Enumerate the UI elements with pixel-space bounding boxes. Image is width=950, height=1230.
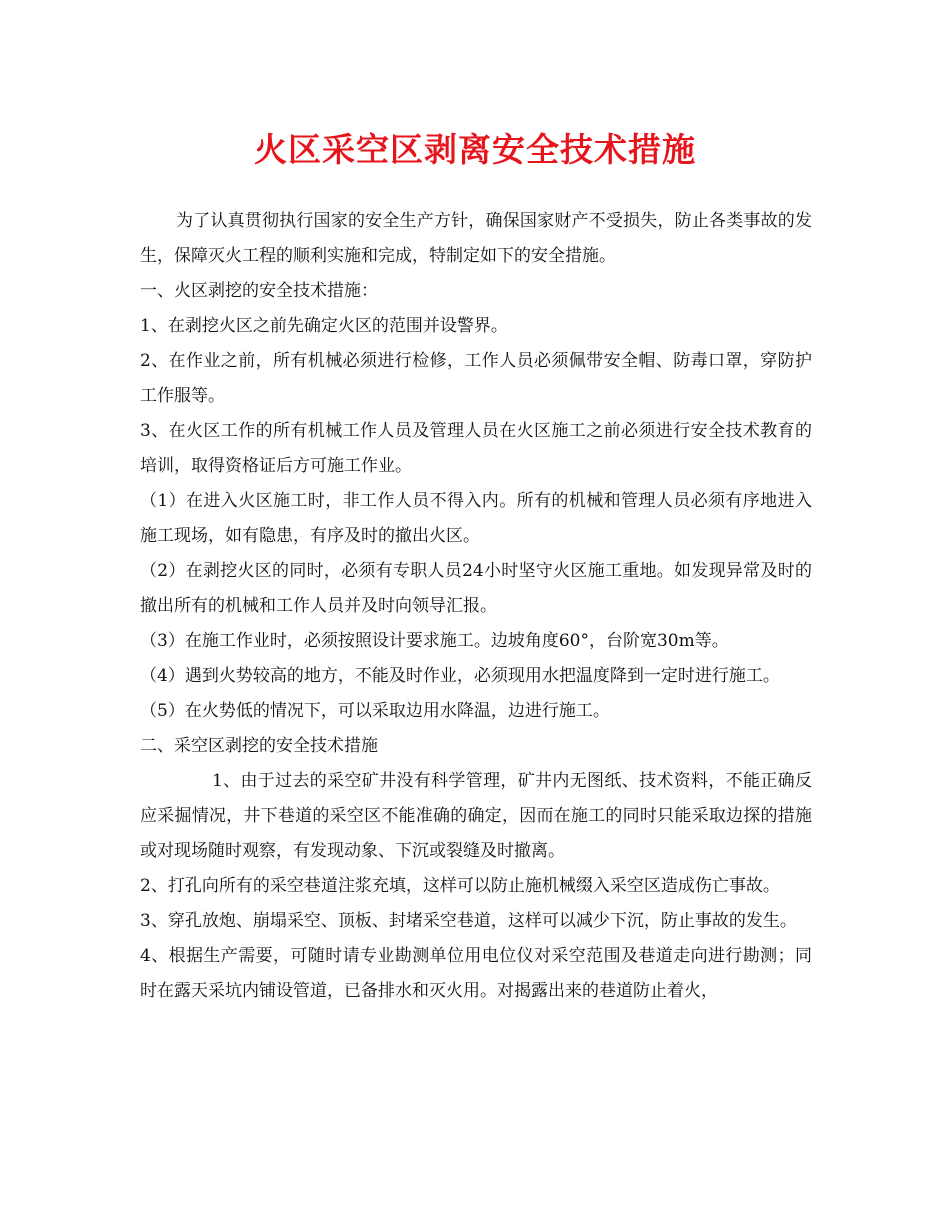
document-body — [140, 204, 812, 1009]
paragraph: 1、在剥挖火区之前先确定火区的范围并设警界。 — [140, 316, 508, 336]
paragraph: （1）在进入火区施工时，非工作人员不得入内。所有的机械和管理人员必须有序地进入施工现场，如有隐患，有序及时的撤出火区。 — [140, 491, 812, 546]
paragraph: （4）遇到火势较高的地方，不能及时作业，必须现用水把温度降到一定时进行施工。 — [140, 666, 780, 686]
paragraph: （2）在剥挖火区的同时，必须有专职人员24小时坚守火区施工重地。如发现异常及时的撤出所有的机械和工作人员并及时向领导汇报。 — [140, 561, 812, 616]
paragraph: 3、在火区工作的所有机械工作人员及管理人员在火区施工之前必须进行安全技术教育的培训，取得资格证后方可施工作业。 — [140, 421, 812, 476]
document-title: 火区采空区剥离安全技术措施 — [254, 130, 696, 169]
paragraph: （3）在施工作业时，必须按照设计要求施工。边坡角度60°，台阶宽30m等。 — [140, 631, 729, 651]
paragraph: （5）在火势低的情况下，可以采取边用水降温，边进行施工。 — [140, 701, 610, 721]
paragraph: 二、采空区剥挖的安全技术措施 — [140, 736, 378, 756]
paragraph: 一、火区剥挖的安全技术措施： — [140, 281, 378, 301]
paragraph: 2、在作业之前，所有机械必须进行检修，工作人员必须佩带安全帽、防毒口罩，穿防护工作服等。 — [140, 351, 812, 406]
paragraph: 3、穿孔放炮、崩塌采空、顶板、封堵采空巷道，这样可以减少下沉，防止事故的发生。 — [140, 911, 797, 931]
paragraph: 1、由于过去的采空矿井没有科学管理，矿井内无图纸、技术资料，不能正确反应采掘情况，井下巷道的采空区不能准确的确定，因而在施工的同时只能采取边探的措施或对现场随时观察，有发现动象、下沉或裂缝及时撤离。 — [140, 771, 812, 861]
paragraph: 2、打孔向所有的采空巷道注浆充填，这样可以防止施机械缀入采空区造成伤亡事故。 — [140, 876, 780, 896]
paragraph: 4、根据生产需要，可随时请专业勘测单位用电位仪对采空范围及巷道走向进行勘测；同时在露天采坑内铺设管道，已备排水和灭火用。对揭露出来的巷道防止着火， — [140, 946, 812, 1001]
paragraph: 为了认真贯彻执行国家的安全生产方针，确保国家财产不受损失，防止各类事故的发生，保障灭火工程的顺利实施和完成，特制定如下的安全措施。 — [140, 211, 812, 266]
